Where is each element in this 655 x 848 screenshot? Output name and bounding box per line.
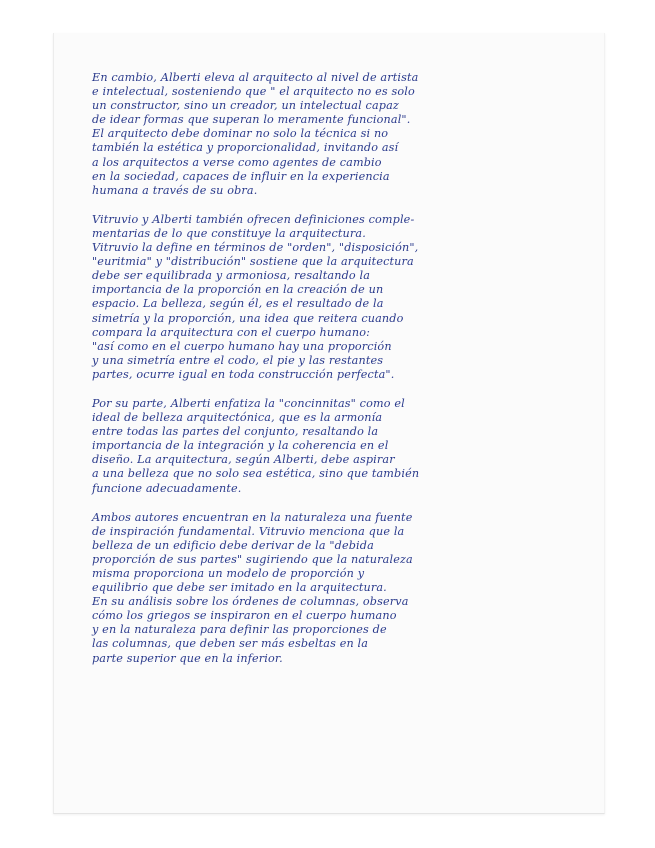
text-line: Vitruvio la define en términos de "orden", "disposición", [92, 241, 419, 255]
text-line: proporción de sus partes" sugiriendo que la naturaleza [92, 552, 413, 566]
text-line: importancia de la integración y la coherencia en el [92, 439, 389, 453]
text-line: humana a través de su obra. [92, 183, 258, 197]
text-line: diseño. La arquitectura, según Alberti, debe aspirar [92, 453, 395, 467]
text-line: Ambos autores encuentran en la naturaleza una fuente [92, 510, 413, 524]
text-line: a los arquitectos a verse como agentes de cambio [92, 155, 382, 169]
text-line: cómo los griegos se inspiraron en el cuerpo humano [92, 609, 397, 623]
paragraph-1 [92, 71, 576, 198]
text-line: partes, ocurre igual en toda construcción perfecta". [92, 367, 395, 381]
text-line: "así como en el cuerpo humano hay una proporción [92, 339, 392, 353]
text-line: compara la arquitectura con el cuerpo humano: [92, 325, 370, 339]
text-line: parte superior que en la inferior. [92, 651, 283, 665]
paragraph-3 [92, 397, 576, 496]
paragraph-4 [92, 511, 576, 666]
text-line: Por su parte, Alberti enfatiza la "concinnitas" como el [92, 396, 405, 410]
text-line: debe ser equilibrada y armoniosa, resaltando la [92, 269, 371, 283]
text-line: también la estética y proporcionalidad, invitando así [92, 141, 399, 155]
text-line: a una belleza que no solo sea estética, sino que también [92, 467, 420, 481]
text-line: las columnas, que deben ser más esbeltas en la [92, 637, 369, 651]
text-line: espacio. La belleza, según él, es el resultado de la [92, 297, 384, 311]
text-line: importancia de la proporción en la creación de un [92, 283, 384, 297]
text-line: de idear formas que superan lo meramente funcional". [92, 113, 411, 127]
text-line: equilibrio que debe ser imitado en la arquitectura. [92, 581, 387, 595]
text-line: mentarias de lo que constituye la arquitectura. [92, 226, 366, 240]
text-line: Vitruvio y Alberti también ofrecen definiciones comple- [92, 212, 415, 226]
text-line: de inspiración fundamental. Vitruvio menciona que la [92, 524, 405, 538]
text-line: funcione adecuadamente. [92, 481, 242, 495]
text-line: y una simetría entre el codo, el pie y las restantes [92, 353, 384, 367]
text-line: un constructor, sino un creador, un intelectual capaz [92, 99, 399, 113]
text-line: En su análisis sobre los órdenes de columnas, observa [92, 595, 409, 609]
text-line: simetría y la proporción, una idea que reitera cuando [92, 311, 404, 325]
text-line: El arquitecto debe dominar no solo la técnica si no [92, 127, 389, 141]
text-line: "euritmia" y "distribución" sostiene que la arquitectura [92, 255, 414, 269]
text-line: belleza de un edificio debe derivar de la "debida [92, 538, 374, 552]
text-line: e intelectual, sosteniendo que " el arquitecto no es solo [92, 85, 415, 99]
paper-page [53, 33, 605, 814]
text-line: en la sociedad, capaces de influir en la experiencia [92, 169, 390, 183]
text-line: entre todas las partes del conjunto, resaltando la [92, 425, 379, 439]
paragraph-2 [92, 213, 576, 382]
text-line: y en la naturaleza para definir las proporciones de [92, 623, 387, 637]
text-line: misma proporciona un modelo de proporción y [92, 567, 365, 580]
handwritten-text [92, 71, 576, 666]
text-line: ideal de belleza arquitectónica, que es la armonía [92, 411, 383, 425]
text-line: En cambio, Alberti eleva al arquitecto al nivel de artista [92, 71, 419, 84]
